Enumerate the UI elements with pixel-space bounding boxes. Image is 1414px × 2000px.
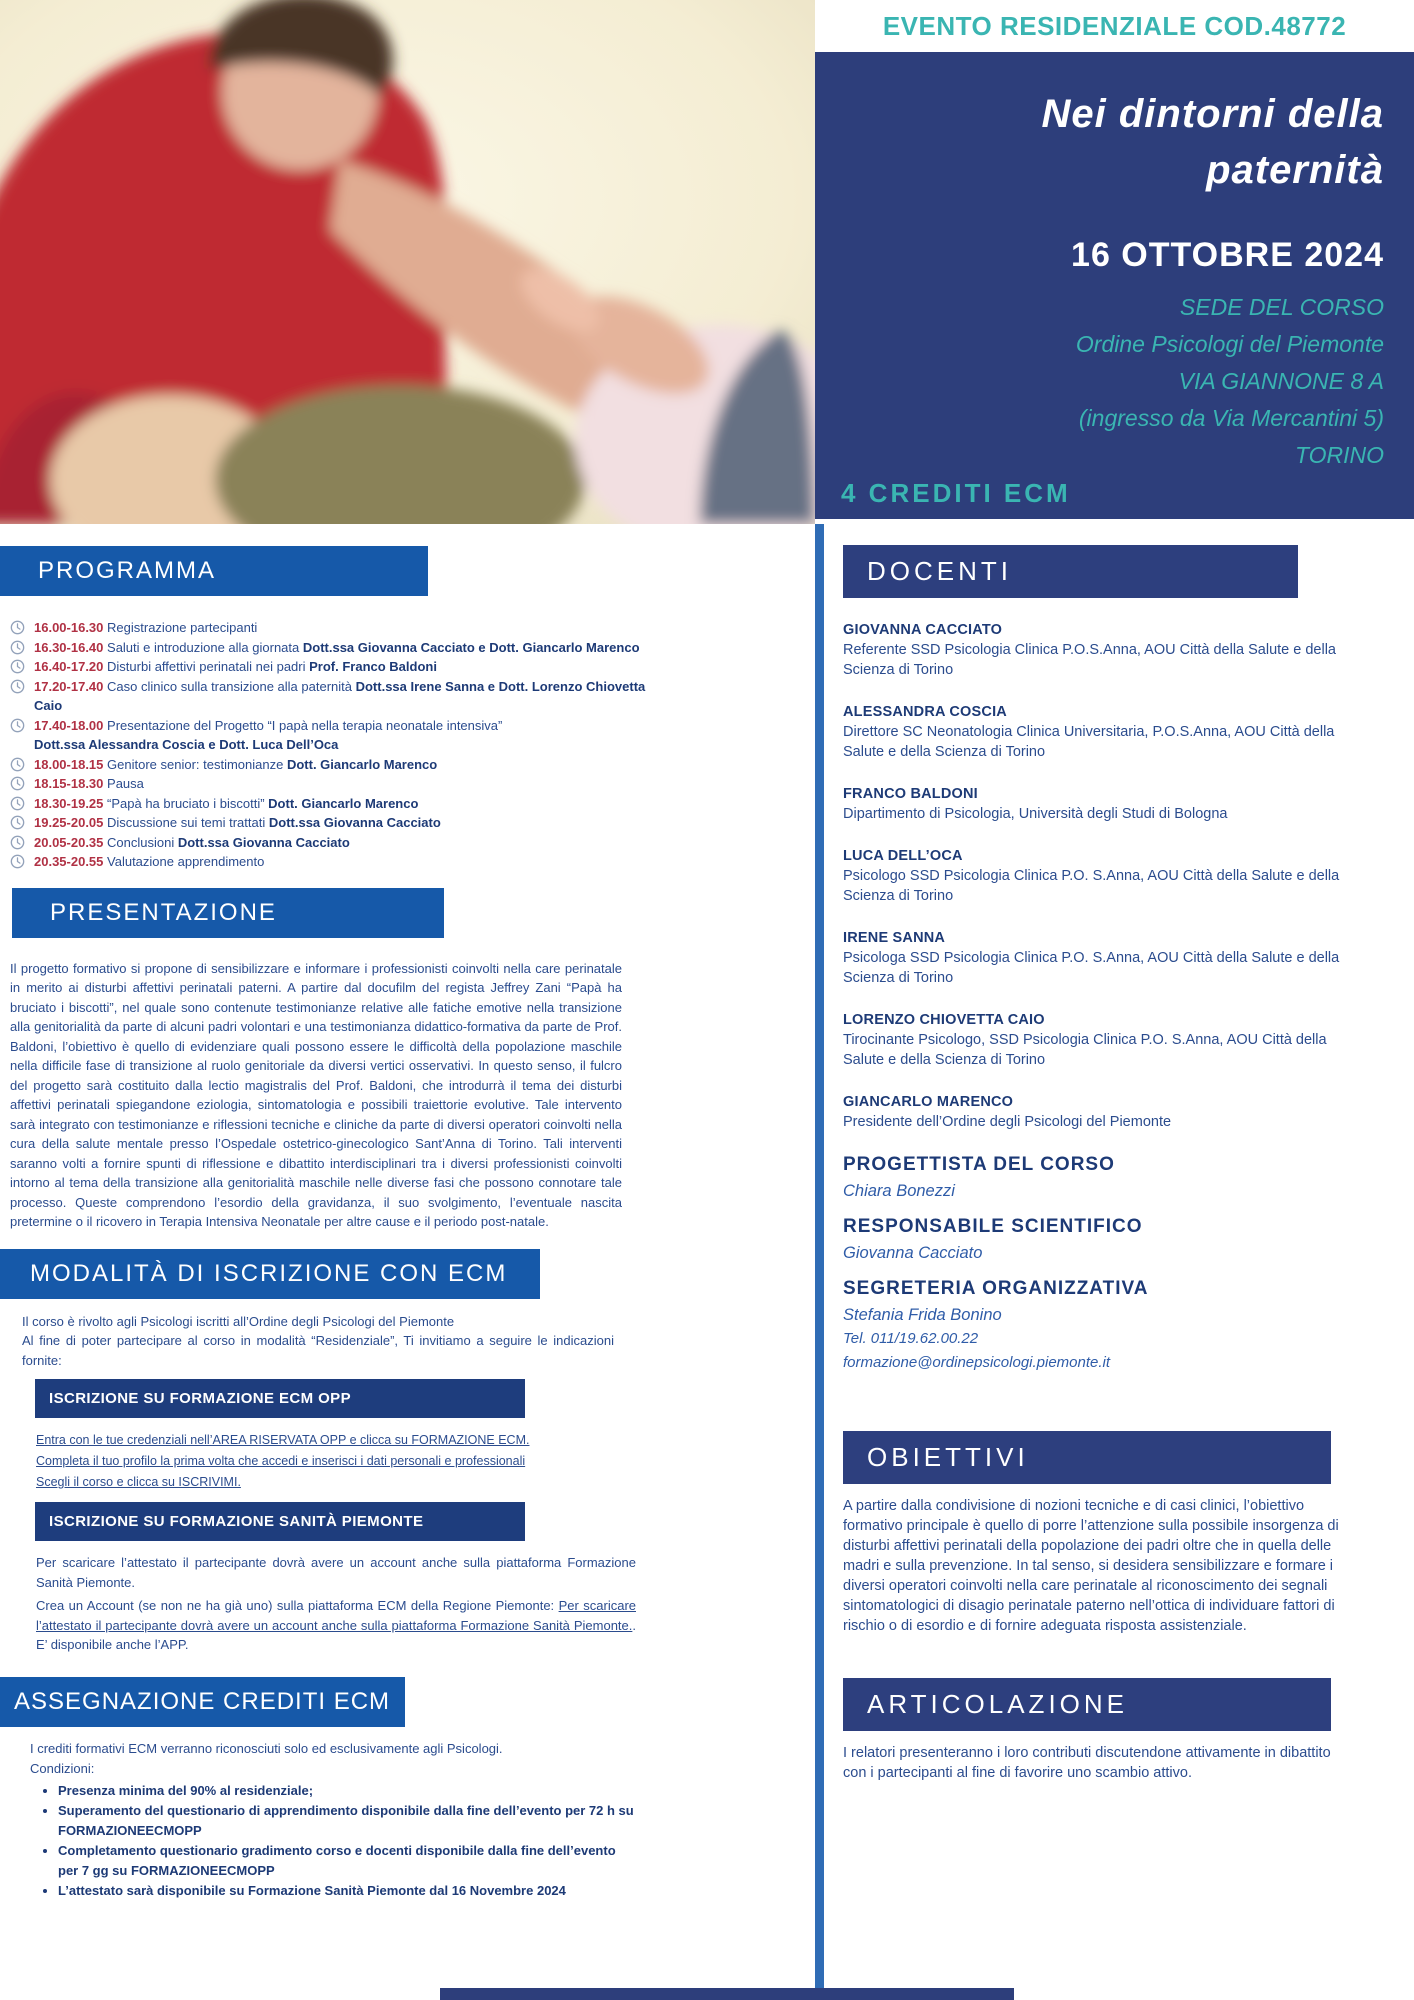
section-heading-obiettivi: OBIETTIVI [843,1431,1331,1484]
right-column [843,545,1383,1783]
clock-icon [10,796,25,811]
schedule-item: 16.00-16.30 Registrazione partecipanti [10,618,658,638]
schedule-time: 20.05-20.35 [34,834,104,850]
section-heading-modalita: MODALITÀ DI ISCRIZIONE CON ECM [0,1249,540,1299]
course-title-line2: paternità [1206,148,1384,192]
docente-name: FRANCO BALDONI [843,786,978,802]
schedule-time: 18.00-18.15 [34,756,104,772]
schedule-speakers: Dott. Giancarlo Marenco [286,756,438,772]
venue-block [841,289,1384,474]
crediti-bullet: • L’attestato sarà disponibile su Formazione Sanità Piemonte dal 16 Novembre 2024 [58,1881,638,1901]
section-heading-articolazione: ARTICOLAZIONE [843,1678,1331,1731]
schedule-item: 18.15-18.30 Pausa [10,774,658,794]
opp-step-link[interactable]: Completa il tuo profilo la prima volta che accedi e inserisci i dati personali e professionali [36,1454,526,1468]
crediti-list [44,1781,638,1901]
schedule-item: 17.20-17.40 Caso clinico sulla transizione alla paternità Dott.ssa Irene Sanna e Dott. Lorenzo Chiovetta Caio [10,677,658,716]
section-heading-assegnazione: ASSEGNAZIONE CREDITI ECM [0,1677,405,1727]
schedule-time: 18.30-19.25 [34,795,104,811]
segreteria-name: Stefania Frida Bonino [843,1306,1002,1324]
progettista-name: Chiara Bonezzi [843,1182,955,1200]
course-title [841,86,1384,198]
progettista-title: PROGETTISTA DEL CORSO [843,1154,1115,1175]
crediti-bullet: • Presenza minima del 90% al residenziale; [58,1781,638,1801]
schedule-item: 20.35-20.55 Valutazione apprendimento [10,852,658,872]
schedule-speakers: Dott.ssa Giovanna Cacciato e Dott. Giancarlo Marenco [302,639,640,655]
schedule-speakers: Dott.ssa Giovanna Cacciato [177,834,350,850]
docente-name: GIOVANNA CACCIATO [843,622,1003,638]
schedule-speakers: Prof. Franco Baldoni [309,659,437,674]
docente-entry [843,928,1348,988]
docenti-list [843,620,1348,1132]
docente-role: Dipartimento di Psicologia, Università degli Studi di Bologna [843,806,1228,822]
schedule-item: 16.30-16.40 Saluti e introduzione alla giornata Dott.ssa Giovanna Cacciato e Dott. Giancarlo Marenco [10,638,658,658]
presentazione-body: Il progetto formativo si propone di sensibilizzare e informare i professionisti coinvolti nella care perinatale in merito ai disturbi affettivi perinatali paterni. A partire dal docufilm del regista Jeffrey Zani “Papà ha bruciato i biscotti”, nel quale sono contenute testimonianze relative alle fatiche emotive nella transizione alla genitorialità da parte di alcuni padri volontari e una testimonianza didattico-formativa da parte de Prof. Baldoni, l’obiettivo è quello di evidenziare quali possono essere le difficoltà della popolazione maschile nella difficile fase di transizione al ruolo genitoriale da diversi vertici osservativi. In questo senso, il fulcro del progetto sarà costituito dalla lectio magistralis del Prof. Baldoni, che introdurrà il tema dei disturbi affettivi perinatali spiegandone eziologia, sintomatologia e possibili traiettorie evolutive. Tale intervento sarà integrato con testimonianze e riflessioni tecniche e cliniche da parte di diversi operatori coinvolti nella cura della salute mentale presso l’Ospedale ostetrico-ginecologico Sant’Anna di Torino. Tali interventi saranno volti a fornire spunti di riflessione e dibattito interdisciplinari tra i diversi professionisti coinvolti intorno al tema della transizione alla genitorialità maschile nelle diverse fasi che possono connotare tale processo. Queste comprendono l’esordio della gravidanza, il suo svolgimento, l’eventuale nascita pretermine o il ricovero in Terapia Intensiva Neonatale per altre cause e il periodo post-natale. [10,960,622,1229]
title-panel [815,52,1414,519]
clock-icon [10,620,25,635]
docente-entry [843,846,1348,906]
clock-icon [10,718,25,733]
schedule-time: 19.25-20.05 [34,815,104,830]
schedule-speakers: Dott. Giancarlo Marenco [268,795,419,811]
schedule-time: 16.40-17.20 [34,659,104,674]
docente-name: LORENZO CHIOVETTA CAIO [843,1012,1045,1028]
schedule-time: 16.00-16.30 [34,620,104,635]
venue-line: (ingresso da Via Mercantini 5) [1078,405,1384,431]
schedule-time: 20.35-20.55 [34,854,104,869]
schedule-item: 17.40-18.00 Presentazione del Progetto “I papà nella terapia neonatale intensiva” Dott.ssa Alessandra Coscia e Dott. Luca Dell’Oca [10,716,658,755]
hero-photo-illustration [0,0,815,524]
column-divider [815,524,824,2000]
box-iscrizione-ecm-opp: ISCRIZIONE SU FORMAZIONE ECM OPP [35,1379,525,1418]
schedule-time: 18.15-18.30 [34,776,104,791]
crediti-intro [30,1739,630,1779]
opp-step-link[interactable]: Scegli il corso e clicca su ISCRIVIMI. [36,1475,241,1489]
venue-line: SEDE DEL CORSO [1179,294,1384,320]
docente-name: ALESSANDRA COSCIA [843,704,1007,720]
event-code-label: EVENTO RESIDENZIALE COD.48772 [882,10,1347,41]
segreteria-title: SEGRETERIA ORGANIZZATIVA [843,1278,1149,1299]
sanita-par2-post: . E’ disponibile anche l’APP. [36,1617,636,1652]
venue-line: TORINO [1294,442,1384,468]
sanita-paragraph-2 [36,1596,636,1655]
venue-line: Ordine Psicologi del Piemonte [1075,331,1384,357]
clock-icon [10,815,25,830]
obiettivi-body: A partire dalla condivisione di nozioni tecniche e di casi clinici, l’obiettivo formativo principale è quello di porre l’attenzione sulla possibile insorgenza di disturbi affettivi perinatali della popolazione dei padri oltre che in quella delle madri e sulla prevenzione. In tal senso, si desidera sensibilizzare e formare i diversi operatori coinvolti nella care perinatale al riconoscimento dei segnali sintomatologici di disagio perinatale paterno nell’ottica di individuare fattori di rischio o di esordio e di fornire adeguata risposta assistenziale. [843,1498,1339,1634]
staff-block [843,1154,1383,1375]
crediti-intro-line: I crediti formativi ECM verranno riconosciuti solo ed esclusivamente agli Psicologi. [30,1740,503,1756]
schedule-speakers: Dott.ssa Alessandra Coscia e Dott. Luca Dell’Oca [34,737,339,752]
sanita-par2-link[interactable]: Per scaricare l’attestato il partecipante dovrà avere un account anche sulla piattaforma Formazione Sanità Piemonte. [36,1598,636,1633]
clock-icon [10,718,25,739]
docente-role: Psicologo SSD Psicologia Clinica P.O. S.Anna, AOU Città della Salute e della Scienza di Torino [843,868,1340,904]
docente-role: Presidente dell’Ordine degli Psicologi del Piemonte [843,1114,1172,1130]
docente-entry [843,1092,1348,1132]
ecm-credits: 4 CREDITI ECM [841,478,1071,508]
clock-icon [10,835,25,850]
docente-role: Referente SSD Psicologia Clinica P.O.S.Anna, AOU Città della Salute e della Scienza di Torino [843,642,1336,678]
schedule-item: 19.25-20.05 Discussione sui temi trattati Dott.ssa Giovanna Cacciato [10,813,658,833]
box-iscrizione-sanita-piemonte: ISCRIZIONE SU FORMAZIONE SANITÀ PIEMONTE [35,1502,525,1541]
hero-photo-father-baby [0,0,815,524]
docente-name: GIANCARLO MARENCO [843,1094,1014,1110]
schedule-item: 18.30-19.25 “Papà ha bruciato i biscotti” Dott. Giancarlo Marenco [10,794,658,814]
schedule-speakers: Dott.ssa Irene Sanna e Dott. Lorenzo Chiovetta Caio [34,678,646,713]
docente-role: Psicologa SSD Psicologia Clinica P.O. S.Anna, AOU Città della Salute e della Scienza di Torino [843,950,1340,986]
schedule-time: 17.40-18.00 [34,717,104,733]
footer-bar [440,1988,1014,2000]
schedule-time: 16.30-16.40 [34,639,104,655]
responsabile-title: RESPONSABILE SCIENTIFICO [843,1216,1143,1237]
docente-role: Tirocinante Psicologo, SSD Psicologia Clinica P.O. S.Anna, AOU Città della Salute e della Scienza di Torino [843,1032,1327,1068]
clock-icon [10,854,25,869]
clock-icon [10,640,25,655]
docente-entry [843,1010,1348,1070]
schedule-item: 18.00-18.15 Genitore senior: testimonianze Dott. Giancarlo Marenco [10,755,658,775]
docente-name: LUCA DELL’OCA [843,848,963,864]
schedule-item: 16.40-17.20 Disturbi affettivi perinatali nei padri Prof. Franco Baldoni [10,657,658,677]
clock-icon [10,854,25,875]
crediti-conditions-label: Condizioni: [30,1760,95,1776]
clock-icon [10,679,25,700]
crediti-bullet: • Superamento del questionario di apprendimento disponibile dalla fine dell’evento per 72 h su FORMAZIONEECMOPP [58,1801,638,1841]
schedule-time: 17.20-17.40 [34,678,104,694]
opp-steps [36,1430,656,1493]
segreteria-email[interactable]: formazione@ordinepsicologi.piemonte.it [843,1354,1111,1371]
crediti-bullet: • Completamento questionario gradimento corso e docenti disponibile dalla fine dell’evento per 7 gg su FORMAZIONEECMOPP [58,1841,638,1881]
modalita-intro-line1: Il corso è rivolto agli Psicologi iscritti all’Ordine degli Psicologi del Piemonte [22,1313,455,1329]
venue-line: VIA GIANNONE 8 A [1178,368,1384,394]
modalita-intro-line2: Al fine di poter partecipare al corso in modalità “Residenziale”, Ti invitiamo a seguire le indicazioni fornite: [22,1333,614,1368]
section-heading-presentazione: PRESENTAZIONE [12,888,444,938]
clock-icon [10,679,25,694]
docente-name: IRENE SANNA [843,930,946,946]
schedule-speakers: Dott.ssa Giovanna Cacciato [268,815,441,830]
segreteria-phone: Tel. 011/19.62.00.22 [843,1330,979,1347]
opp-step-link[interactable]: Entra con le tue credenziali nell’AREA RISERVATA OPP e clicca su FORMAZIONE ECM. [36,1433,530,1447]
docente-role: Direttore SC Neonatologia Clinica Universitaria, P.O.S.Anna, AOU Città della Salute e della Scienza di Torino [843,724,1335,760]
course-title-line1: Nei dintorni della [1041,92,1384,136]
responsabile-name: Giovanna Cacciato [843,1244,983,1262]
sanita-par2-pre: Crea un Account (se non ne ha già uno) sulla piattaforma ECM della Regione Piemonte: [36,1598,559,1613]
schedule-list [10,618,658,872]
event-code-band [815,0,1414,52]
docente-entry [843,620,1348,680]
section-heading-docenti: DOCENTI [843,545,1298,598]
left-column [0,524,790,1901]
clock-icon [10,757,25,772]
clock-icon [10,776,25,791]
schedule-item: 20.05-20.35 Conclusioni Dott.ssa Giovanna Cacciato [10,833,658,853]
section-heading-programma: PROGRAMMA [0,546,428,596]
docente-entry [843,784,1348,824]
course-date: 16 OTTOBRE 2024 [1071,236,1384,274]
clock-icon [10,659,25,674]
articolazione-body: I relatori presenteranno i loro contributi discutendone attivamente in dibattito con i partecipanti al fine di favorire uno scambio attivo. [843,1745,1331,1781]
docente-entry [843,702,1348,762]
sanita-paragraph-1: Per scaricare l’attestato il partecipante dovrà avere un account anche sulla piattaforma Formazione Sanità Piemonte. [36,1555,636,1590]
